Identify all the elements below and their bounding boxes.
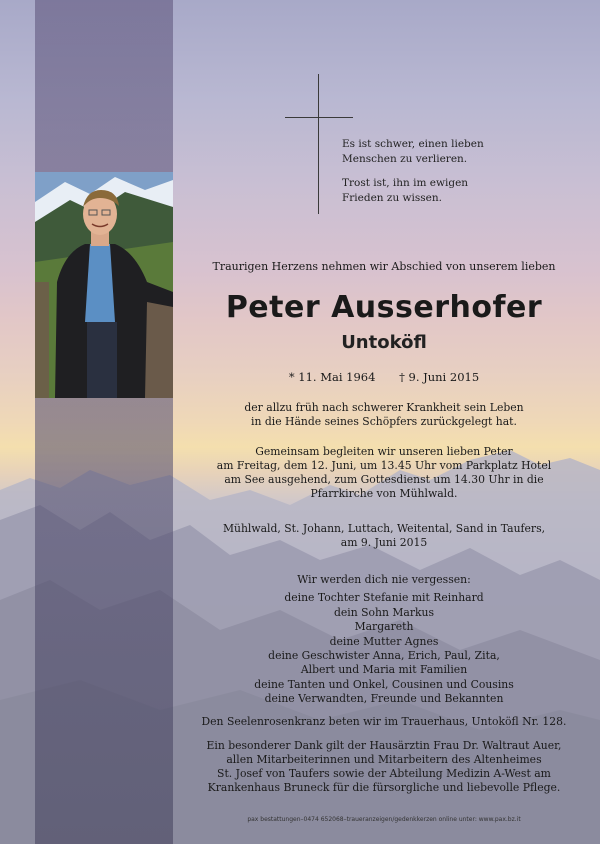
text-line: Krankenhaus Bruneck für die fürsorgliche und liebevolle Pflege. [207,781,561,794]
text-line: Mühlwald, St. Johann, Luttach, Weitental, Sand in Taufers, [222,522,546,535]
footer-credit: pax bestattungen–0474 652068–traueranzeigen/gedenkkerzen online unter: www.pax.bz.it [247,816,521,823]
intro-text: Traurigen Herzens nehmen wir Abschied von unserem lieben [212,260,556,273]
dates [178,370,590,384]
verse-line: Frieden zu wissen. [342,192,442,204]
verse [342,137,484,215]
text-line: St. Josef von Taufers sowie der Abteilung Medizin A-West am [217,767,551,780]
cross-icon-bar [285,117,353,118]
family-member: dein Sohn Markus [333,605,435,619]
life-text [178,401,590,429]
text-line: am 9. Juni 2015 [340,536,428,549]
verse-line: Menschen zu verlieren. [342,153,468,165]
text-line: allen Mitarbeiterinnen und Mitarbeitern des Altenheimes [226,753,542,766]
family-lead: Wir werden dich nie vergessen: [297,573,471,586]
birth-date: * 11. Mai 1964 [288,370,376,384]
portrait-illustration [35,172,173,398]
family-member: deine Tochter Stefanie mit Reinhard [284,591,484,605]
text-line: Ein besonderer Dank gilt der Hausärztin Frau Dr. Waltraut Auer, [206,739,562,752]
side-band [35,0,173,844]
portrait-photo [35,172,173,398]
text-line: Gemeinsam begleiten wir unseren lieben Peter [255,445,513,458]
cross-icon [318,74,319,214]
family-member: deine Geschwister Anna, Erich, Paul, Zita, [268,649,500,663]
text-line: am Freitag, dem 12. Juni, um 13.45 Uhr vom Parkplatz Hotel [216,459,552,472]
verse-line: Trost ist, ihn im ewigen [342,177,469,189]
family-member: deine Mutter Agnes [329,634,439,648]
verse-line: Es ist schwer, einen lieben [342,138,484,150]
text-line: der allzu früh nach schwerer Krankheit sein Leben [244,401,524,414]
farm-name: Untoköfl [341,332,427,353]
family-member: Margareth [354,620,414,634]
rosary-info: Den Seelenrosenkranz beten wir im Trauerhaus, Untoköfl Nr. 128. [201,715,567,728]
family-list [178,573,590,707]
family-member: Albert und Maria mit Familien [300,663,468,677]
verse-stanza-2 [342,176,484,206]
places-date [178,522,590,550]
death-date: † 9. Juni 2015 [399,370,480,384]
deceased-name: Peter Ausserhofer [225,290,543,325]
text-line: Pfarrkirche von Mühlwald. [310,487,458,500]
verse-stanza-1 [342,137,484,167]
family-member: deine Verwandten, Freunde und Bekannten [264,692,504,706]
text-line: am See ausgehend, zum Gottesdienst um 14.30 Uhr in die [224,473,544,486]
text-line: in die Hände seines Schöpfers zurückgelegt hat. [251,415,517,428]
thanks-text [178,739,590,795]
family-member: deine Tanten und Onkel, Cousinen und Cousins [254,677,514,691]
funeral-info [178,445,590,501]
